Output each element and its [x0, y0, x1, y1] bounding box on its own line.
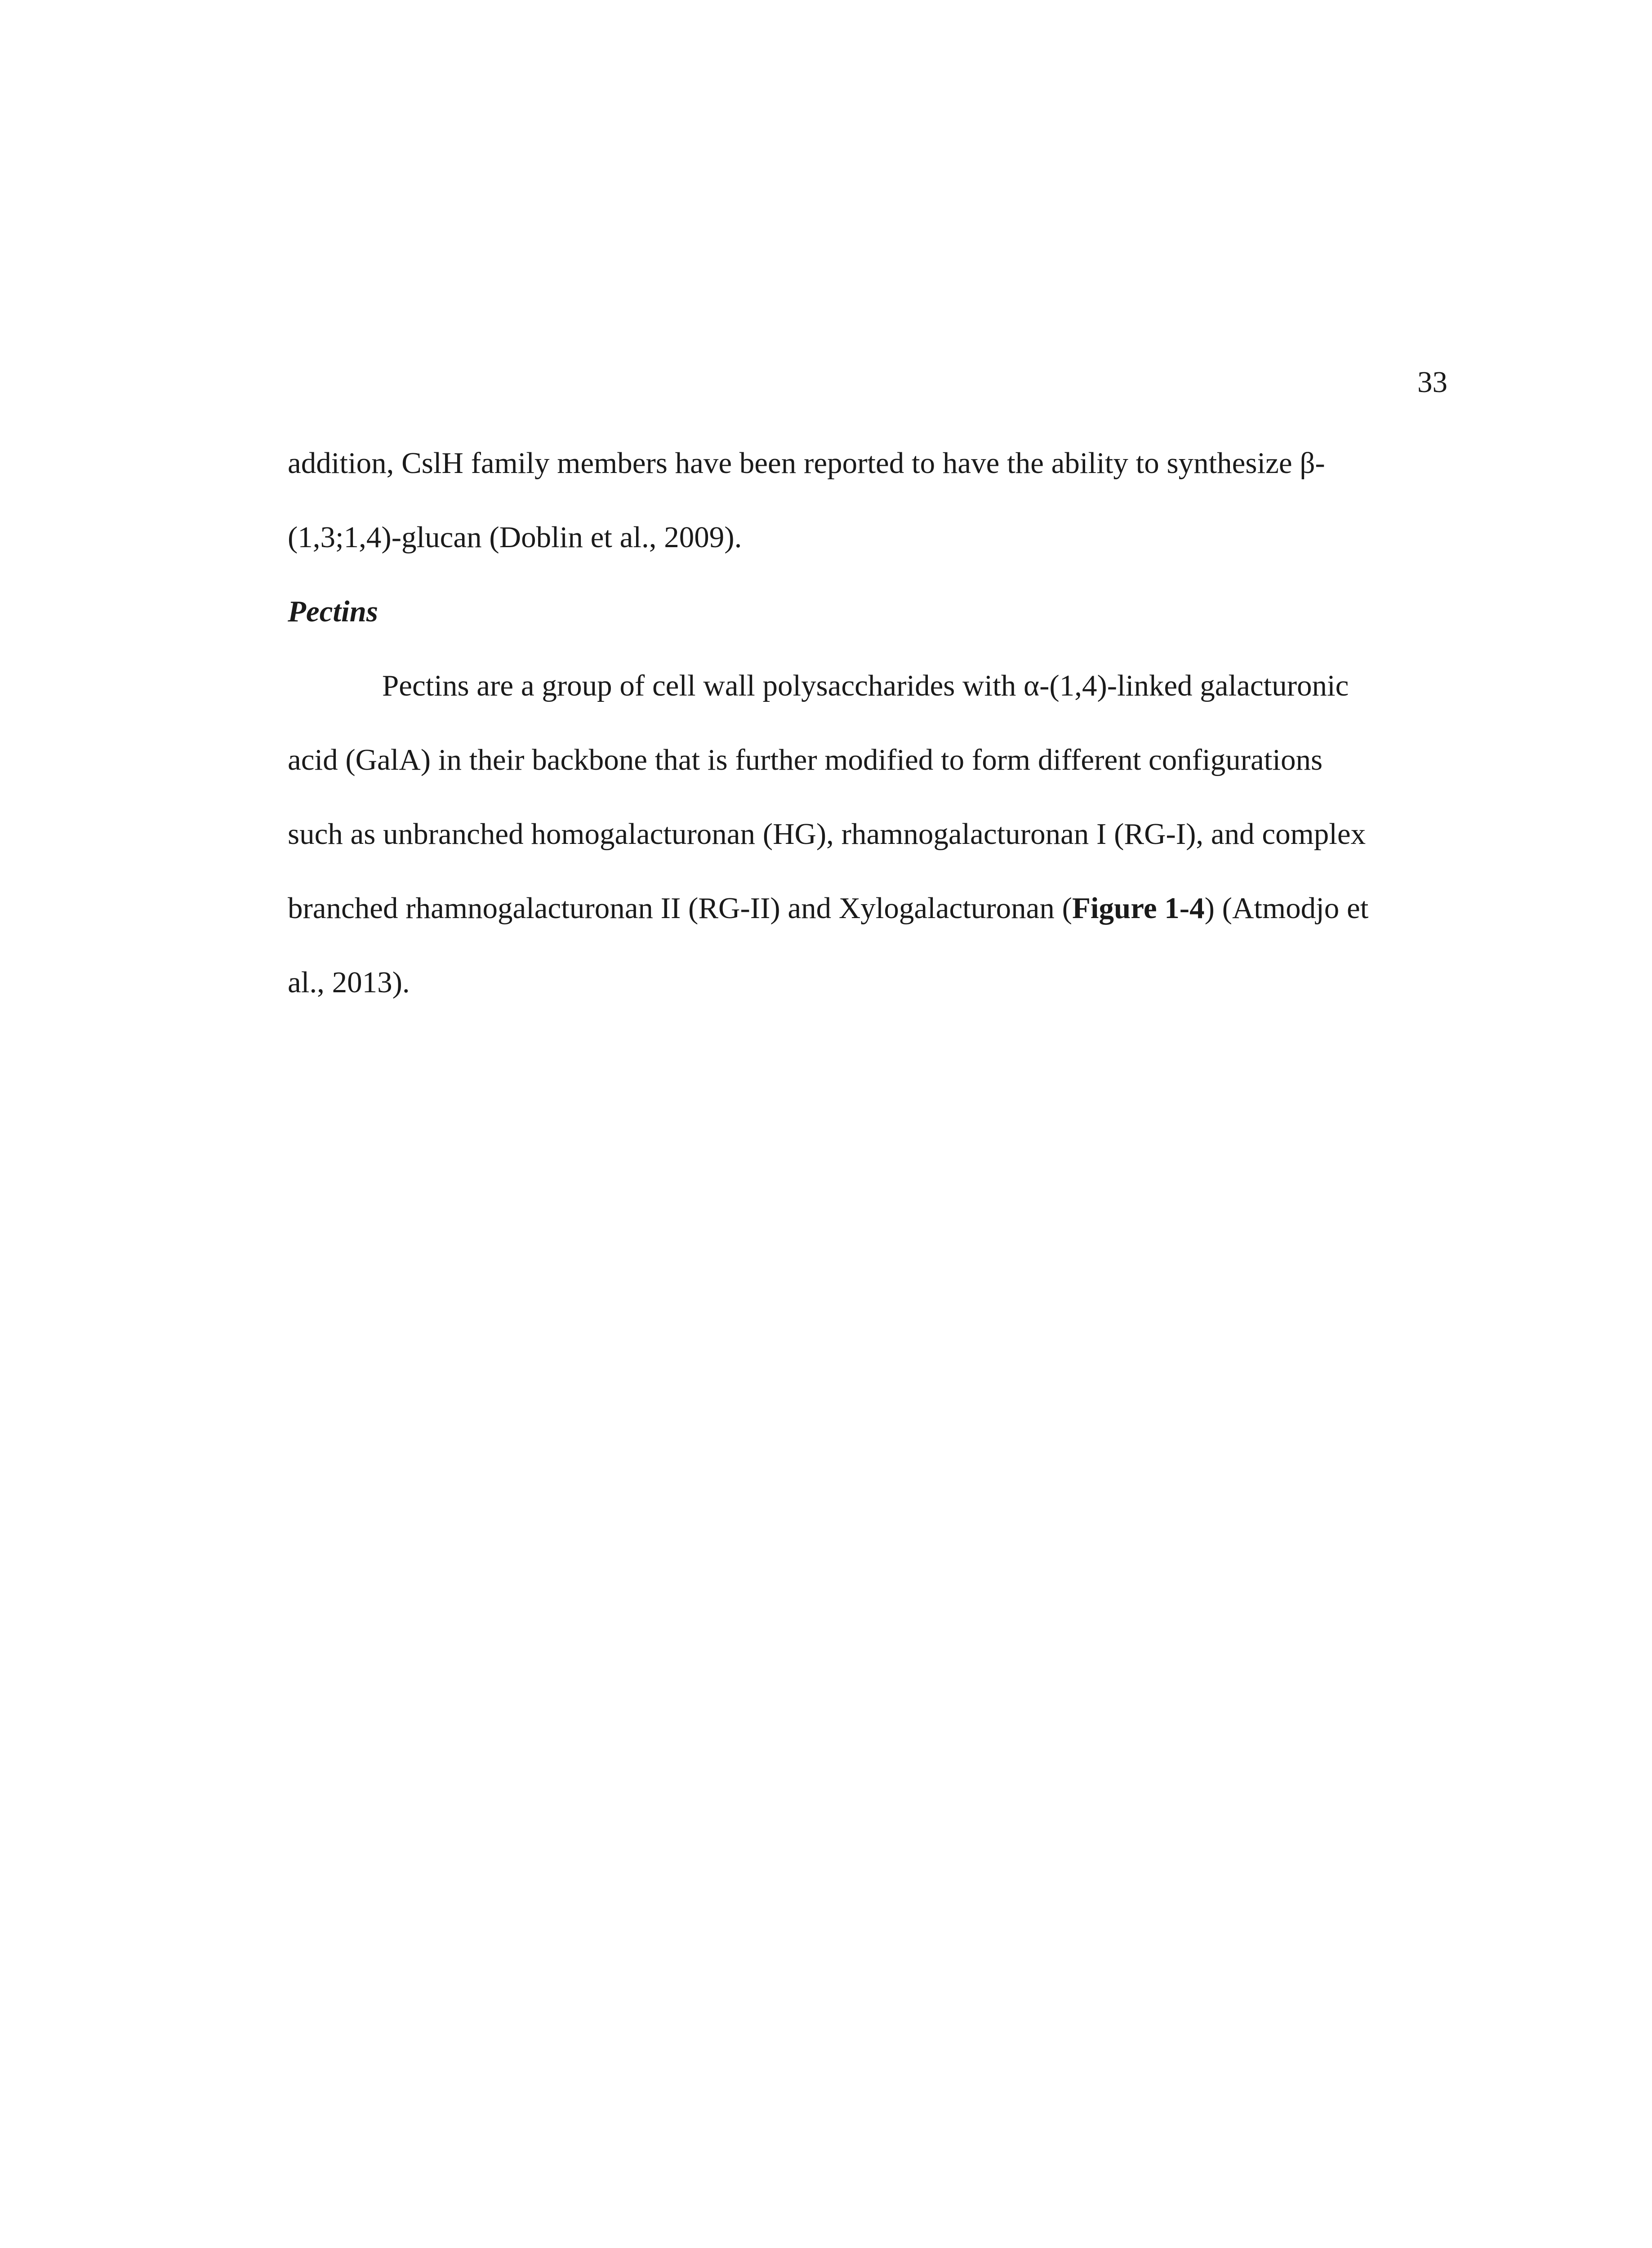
paragraph-line	[288, 890, 1438, 926]
paragraph-line: Pectins are a group of cell wall polysaccharides with α-(1,4)-linked galacturonic	[382, 669, 1349, 702]
section-heading: Pectins	[288, 595, 378, 628]
paragraph-line: acid (GalA) in their backbone that is further modified to form different configurations	[288, 743, 1323, 776]
body-text-line: addition, CslH family members have been reported to have the ability to synthesize β-	[288, 446, 1325, 480]
body-text-line: (1,3;1,4)-glucan (Doblin et al., 2009).	[288, 521, 742, 554]
paragraph-text: branched rhamnogalacturonan II (RG-II) and Xylogalacturonan (	[288, 892, 1072, 925]
page-number: 33	[1417, 366, 1447, 399]
paragraph-line: such as unbranched homogalacturonan (HG), rhamnogalacturonan I (RG-I), and complex	[288, 817, 1366, 851]
paragraph-line: al., 2013).	[288, 966, 410, 999]
paragraph-text: ) (Atmodjo et	[1204, 892, 1369, 925]
figure-reference: Figure 1-4	[1072, 892, 1205, 925]
